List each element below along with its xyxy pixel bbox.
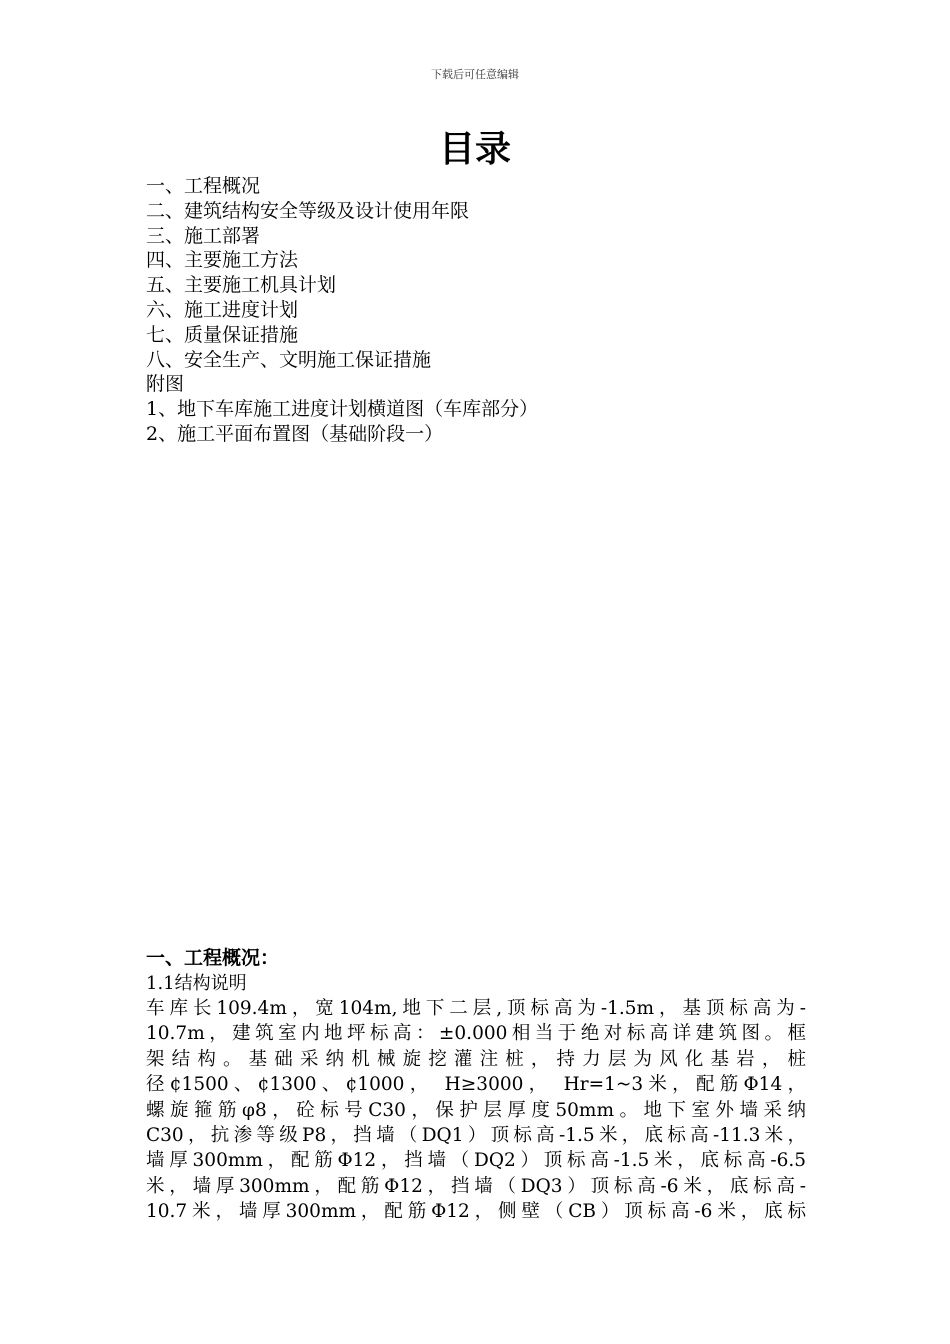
toc-item-appendix: 附图 [146, 373, 185, 396]
paragraph-line: 径¢1500、¢1300、¢1000， H≥3000， Hr=1~3米，配筋Φ14， [146, 1074, 806, 1096]
toc-title: 目录 [438, 129, 511, 170]
toc-item: 2、施工平面布置图（基础阶段一） [146, 422, 444, 445]
subsection-heading: 1.1结构说明 [146, 973, 247, 994]
toc-item: 三、施工部署 [146, 224, 261, 247]
paragraph-line: 10.7m，建筑室内地坪标高：±0.000相当于绝对标高详建筑图。框 [146, 1023, 806, 1045]
paragraph-line: 螺旋箍筋φ8，砼标号C30，保护层厚度50mm。地下室外墙采纳 [146, 1099, 806, 1121]
paragraph-line: 米，墙厚300mm，配筋Φ12，挡墙（DQ3）顶标高-6米，底标高- [146, 1175, 806, 1197]
toc-list [146, 174, 826, 447]
toc-item: 七、质量保证措施 [146, 323, 299, 346]
paragraph-line: 架结构。基础采纳机械旋挖灌注桩，持力层为风化基岩，桩 [146, 1048, 806, 1070]
toc-item: 二、建筑结构安全等级及设计使用年限 [146, 199, 470, 222]
toc-item: 四、主要施工方法 [146, 249, 299, 272]
toc-item: 五、主要施工机具计划 [146, 274, 337, 297]
page-header-note: 下载后可任意编辑 [431, 68, 519, 81]
paragraph-line: C30，抗渗等级P8，挡墙（DQ1）顶标高-1.5米，底标高-11.3米， [146, 1124, 806, 1146]
paragraph-line: 车库长109.4m，宽104m,地下二层,顶标高为-1.5m，基顶标高为- [146, 998, 806, 1019]
toc-item: 一、工程概况 [146, 175, 261, 197]
paragraph-line: 10.7米，墙厚300mm，配筋Φ12，侧壁（CB）顶标高-6米，底标 [146, 1201, 806, 1223]
body-paragraph [146, 996, 806, 1225]
section-heading: 一、工程概况： [146, 947, 280, 969]
toc-item: 六、施工进度计划 [146, 298, 299, 321]
toc-item: 八、安全生产、文明施工保证措施 [146, 348, 432, 371]
toc-item: 1、地下车库施工进度计划横道图（车库部分） [146, 398, 539, 421]
paragraph-line: 墙厚300mm，配筋Φ12，挡墙（DQ2）顶标高-1.5米，底标高-6.5 [146, 1150, 806, 1172]
